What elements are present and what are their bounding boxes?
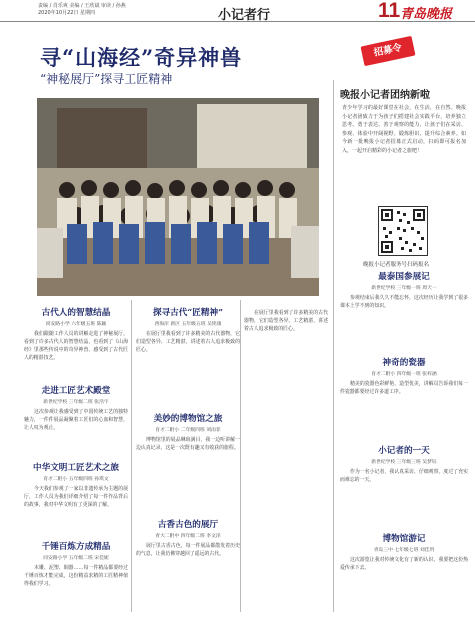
editor-line: 责编 / 肖乐爽 美编 / 王欣斌 审读 / 孙燕 [38, 3, 126, 9]
recruit-badge: 招募令 [360, 36, 415, 66]
article-byline: 青岛三中 七年级七班 刘佳玥 [373, 548, 435, 553]
article-title: 美妙的博物馆之旅 [153, 414, 223, 424]
article [340, 532, 468, 616]
article-title: 探寻古代“匠精神” [152, 308, 224, 318]
article-byline: 同安路小学 五年级二班 宋佳妮 [43, 556, 109, 561]
section-title: 小记者行 [218, 8, 271, 23]
main-headline: 寻“山海经”奇异神兽 [40, 45, 243, 70]
recruit-body: 青少年学习的最好课堂在社会，在生活，在自然。晚报小记者团致力于为孩子们搭建社会实践平台，培养独立思考、勇于表达、善于观察的能力，让孩子们在采访、参观、体验中开阔视野、锻炼胆识、提升综合素养。如今新一批晚报小记者招募正式启动，扫码即可报名加入，一起开启精彩的小记者之旅吧！ [342, 105, 466, 154]
article [24, 540, 128, 616]
article-byline: 新世纪学校 三年级二班 张浩宇 [43, 400, 109, 405]
article-body: 这次游览让我对传统文化有了新的认识，我要把这份热爱传承下去。 [340, 557, 468, 572]
article-byline: 新世纪学校 三年级一班 周天一 [371, 286, 437, 291]
article-title: 中华文明工匠艺术之旅 [33, 463, 119, 473]
page-number: 11 [378, 0, 401, 22]
lead-article-continuation [244, 306, 328, 606]
article-body: 我们跟随工作人员的讲解走进了神秘展厅，看到了许多古代人的智慧结晶，也看到了《山海经》里那些传说中的奇异神兽，感受到了古代匠人的精湛技艺。 [24, 331, 128, 362]
column-divider [240, 300, 241, 612]
article-body: 参观结束后我久久不能忘怀，这次经历让我学到了很多课本上学不到的知识。 [340, 295, 468, 310]
page-header [0, 0, 475, 22]
article-byline: 同安路小学 六年级五班 陈颖 [45, 322, 107, 327]
article-body: 今天我们参观了一家以非遗传承为主题的展厅，工作人员为我们详细介绍了每一件作品背后的故事，我对中华文明有了更深的了解。 [24, 486, 128, 509]
column-divider [131, 300, 132, 612]
article-body: 展厅里古香古色，每一件展品都散发着历史的气息，让我仿佛穿越回了遥远的古代。 [136, 543, 240, 558]
qr-caption: 晚报小记者服务号扫码报名 [363, 262, 430, 268]
article [340, 444, 468, 528]
article [340, 356, 468, 440]
article-title: 博物馆游记 [382, 534, 426, 544]
article-byline: 新世纪学校 三年级三班 吴梦钰 [371, 460, 437, 465]
article [136, 518, 240, 616]
date-line: 2020年10月22日 星期四 [38, 10, 96, 16]
article-title: 古香古色的展厅 [157, 520, 219, 530]
group-photo [37, 98, 319, 296]
newspaper-masthead: 青岛晚报 [400, 7, 453, 22]
article-byline: 育才二附小 五年级四班 孙琪文 [43, 477, 109, 482]
article-title: 千锤百炼方成精品 [41, 542, 111, 552]
article-body: 作为一名小记者，我认真采访、仔细观察，度过了充实而难忘的一天。 [340, 469, 468, 484]
article [340, 270, 468, 354]
article-title: 古代人的智慧结晶 [41, 308, 111, 318]
article [24, 461, 128, 535]
article [136, 306, 240, 410]
article-body: 在展厅里我看到了许多精美的古代器物，它们造型各异、工艺精湛，讲述着古人追求极致的匠心。 [244, 310, 328, 333]
article-title: 最泰国参展记 [378, 272, 430, 282]
article-body: 在展厅里我看到了许多精美的古代器物，它们造型各异、工艺精湛，讲述着古人追求极致的匠心。 [136, 331, 240, 354]
article-body: 博物馆里的展品琳琅满目，我一边听讲解一边认真记录，这是一次既有趣又有收获的旅程。 [136, 437, 240, 452]
article-byline: 西海岸 新区 五年级五班 吴铭康 [154, 322, 222, 327]
article-title: 神奇的瓷器 [382, 358, 426, 368]
article-byline: 青大二附中 四年级二班 李文泽 [155, 534, 221, 539]
qr-code [378, 206, 428, 256]
article-byline: 育才二附小 二年级四班 刘雨菲 [155, 428, 221, 433]
qr-code-icon [379, 207, 427, 255]
article-title: 小记者的一天 [378, 446, 430, 456]
article-body: 这次参观让我感受到了中国传统工艺的独特魅力，一件件展品凝聚着工匠们的心血和智慧，让人叹为观止。 [24, 409, 128, 432]
article [24, 384, 128, 458]
article [24, 306, 128, 380]
article [136, 412, 240, 516]
article-byline: 育才二附小 四年级一班 张梓涵 [371, 372, 437, 377]
group-photo-image [37, 98, 319, 296]
article-body: 精美的瓷器色彩鲜艳、造型优美，讲解员告诉我们每一件瓷器都要经过许多道工序。 [340, 381, 468, 396]
article-title: 走进工匠艺术殿堂 [41, 386, 111, 396]
column-divider [333, 80, 334, 612]
sub-headline: “神秘展厅”探寻工匠精神 [40, 72, 173, 86]
recruit-title: 晚报小记者团纳新啦 [340, 90, 430, 101]
header-meta [38, 3, 126, 17]
article-body: 木雕、泥塑、铜器……每一件精品都要经过千锤百炼才能完成，这份精益求精的工匠精神值得我们学习。 [24, 565, 128, 588]
